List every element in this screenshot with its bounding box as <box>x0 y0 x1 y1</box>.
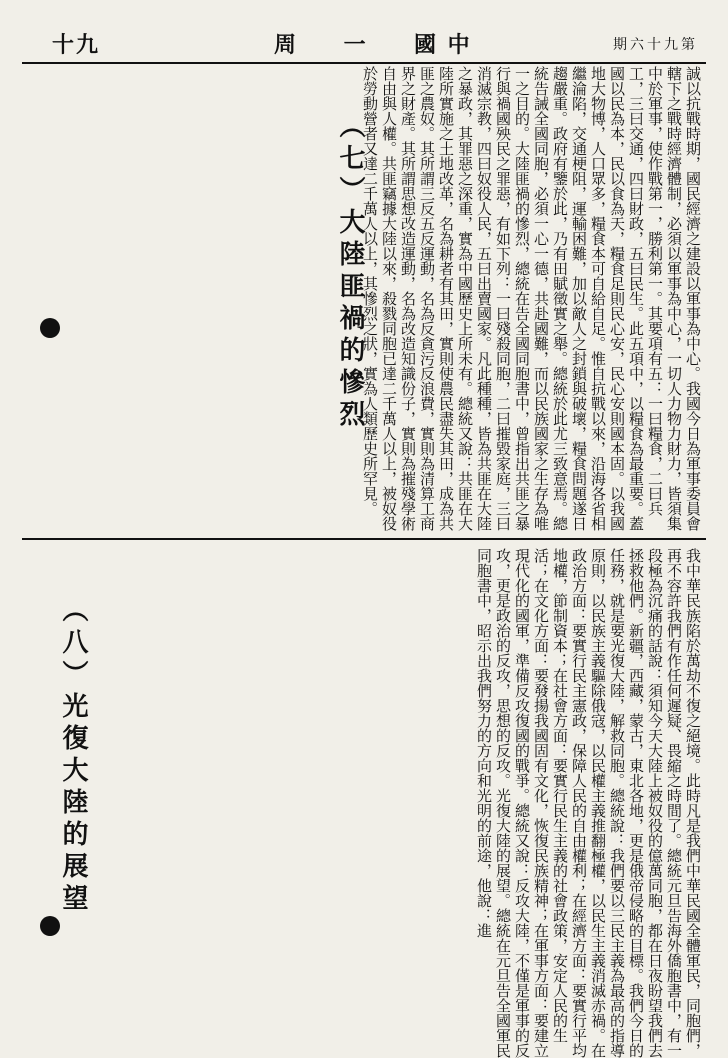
ink-blot-mark <box>40 916 60 936</box>
publication-title-left: 周 一 <box>274 32 386 58</box>
section-eight-heading: （八）光復大陸的展望 <box>58 596 88 916</box>
section-seven-heading: （七）大陸匪禍的慘烈 <box>335 112 365 432</box>
page-header <box>22 26 706 64</box>
issue-number: 期六十九第 <box>613 37 698 53</box>
section-divider <box>22 538 706 540</box>
page-number: 十九 <box>52 32 101 58</box>
article-text-upper: 誠以抗戰時期，國民經濟之建設以軍事為中心。我國今日為軍事委員會轄下之戰時經濟體制，必須以軍事為中心，一切人力物力財力，皆須集中於軍事，使作戰第一，勝利第一。其要項有五：一曰糧食，二曰兵工，三曰交通，四曰財政，五曰民生。此五項中，以糧食為最重要。蓋國以民為本，民以食為天，糧食足則民心安，民心安則國本固。以我國地大物博，人口眾多，糧食本可自給自足。惟自抗戰以來，沿海各省相繼淪陷，交通梗阻，運輸困難，加以敵人之封鎖與破壞，糧食問題遂日趨嚴重。政府有鑒於此，乃有田賦徵實之舉。總統於此尤三致意焉。總統告誡全國同胞，必須一心一德，共赴國難，而以民族國家之生存為唯一之目的。大陸匪禍的慘烈，總統在告全國同胞書中，曾指出共匪之暴行與禍國殃民之罪惡，有如下列：一曰殘殺同胞，二曰摧毀家庭，三曰消滅宗教，四曰奴役人民，五曰出賣國家。凡此種種，皆為共匪在大陸之暴政，其罪惡之深重，實為中國歷史上所未有。總統又說：共匪在大陸所實施之土地改革，名為耕者有其田，實則使農民盡失其田，成為共匪之農奴。其所謂三反五反運動，名為反貪污反浪費，實則為清算工商界之財產。其所謂思想改造運動，名為改造知識份子，實則為摧殘學術自由與人權。共匪竊據大陸以來，殺戮同胞已達二千萬人以上，被奴役於勞動營者又達二千萬人以上，其慘烈之狀，實為人類歷史所罕見。 <box>361 66 702 531</box>
publication-title-right: 國 中 <box>414 32 472 58</box>
article-text-lower: 我中華民族陷於萬劫不復之絕境。此時凡是我們中華民國全體軍民，同胞們，再不容許我們有作任何遲疑、畏縮之時間了。總統元旦告海外僑胞書中，有一段極為沉痛的話說：須知今天大陸上被奴役的億萬同胞，都在日夜盼望我們去拯救他們。新疆，西藏，蒙古，東北各地，更是俄帝侵略的目標。我們今日的任務，就是要光復大陸，解救同胞。總統說：我們要以三民主義為最高的指導原則，以民族主義驅除俄寇，以民權主義推翻極權，以民生主義消滅赤禍。在政治方面：要實行民主憲政，保障人民的自由權利；在經濟方面：要實行平均地權，節制資本；在社會方面：要實行民生主義的社會政策，安定人民的生活；在文化方面：要發揚我國固有文化，恢復民族精神；在軍事方面：要建立現代化的國軍，準備反攻復國的戰爭。總統又說：反攻大陸，不僅是軍事的反攻，更是政治的反攻，思想的反攻。光復大陸的展望。總統在元旦告全國軍民同胞書中，昭示出我們努力的方向和光明的前途，他說：進 <box>475 548 702 1058</box>
ink-blot-mark <box>40 318 60 338</box>
